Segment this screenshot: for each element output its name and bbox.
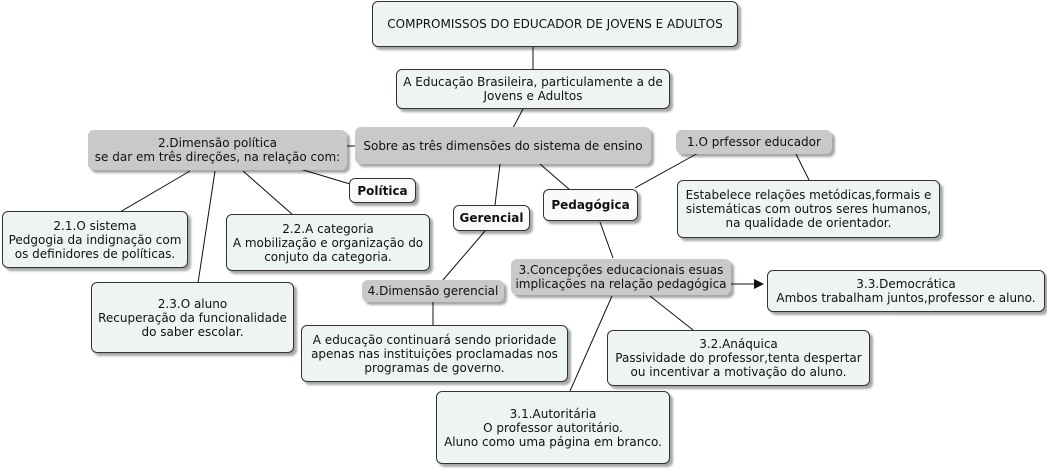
title-node[interactable]: COMPROMISSOS DO EDUCADOR DE JOVENS E ADULTOS: [372, 1, 738, 47]
dimensao-gerencial-node[interactable]: 4.Dimensão gerencial: [362, 280, 504, 302]
anaquica-node[interactable]: 3.2.Anáquica Passividade do professor,tenta despertar ou incentivar a motivação do aluno.: [607, 330, 870, 386]
politica-node[interactable]: Política: [349, 178, 416, 203]
democratica-node[interactable]: 3.3.Democrática Ambos trabalham juntos,professor e aluno.: [767, 270, 1045, 312]
professor-educador-node[interactable]: 1.O prfessor educador: [676, 130, 832, 154]
link-dimpolitica-sistema21: [120, 171, 190, 212]
dimensao-politica-node[interactable]: 2.Dimensão política se dar em três direções, na relação com:: [88, 130, 347, 170]
categoria-2-2-node[interactable]: 2.2.A categoria A mobilização e organização do conjuto da categoria.: [226, 214, 430, 271]
link-sistema-pedagogica: [540, 164, 570, 190]
link-dimpolitica-aluno23: [198, 171, 215, 283]
autoritaria-node[interactable]: 3.1.Autoritária O professor autoritário. Aluno como uma página em branco.: [436, 391, 670, 464]
link-educacao-sistema: [513, 109, 523, 128]
gerencial-node[interactable]: Gerencial: [453, 205, 530, 231]
link-prof-estabelece: [795, 152, 810, 182]
estabelece-node[interactable]: Estabelece relações metódicas,formais e sistemáticas com outros seres humanos, na qualidade de orientador.: [677, 180, 940, 238]
link-gerencial-dimgerencial: [443, 231, 485, 280]
educacao-continuara-node[interactable]: A educação continuará sendo prioridade apenas nas instituições proclamadas nos programas de governo.: [301, 325, 568, 382]
sistema-2-1-node[interactable]: 2.1.O sistema Pedgogia da indignação com os definidores de políticas.: [2, 211, 188, 268]
concepcoes-node[interactable]: 3.Concepções educacionais esuas implicações na relação pedagógica: [511, 259, 731, 295]
educacao-node[interactable]: A Educação Brasileira, particulamente a de Jovens e Adultos: [396, 69, 670, 109]
aluno-2-3-node[interactable]: 2.3.O aluno Recuperação da funcionalidade do saber escolar.: [91, 282, 294, 353]
link-dimpolitica-categoria22: [243, 171, 293, 215]
link-pedagogica-concepcoes: [600, 222, 613, 258]
link-concepcoes-autoritaria: [570, 296, 612, 391]
link-concepcoes-anaquica: [650, 296, 693, 330]
link-sistema-gerencial: [495, 164, 500, 205]
pedagogica-node[interactable]: Pedagógica: [543, 189, 638, 221]
sistema-node[interactable]: Sobre as três dimensões do sistema de ensino: [355, 127, 651, 164]
